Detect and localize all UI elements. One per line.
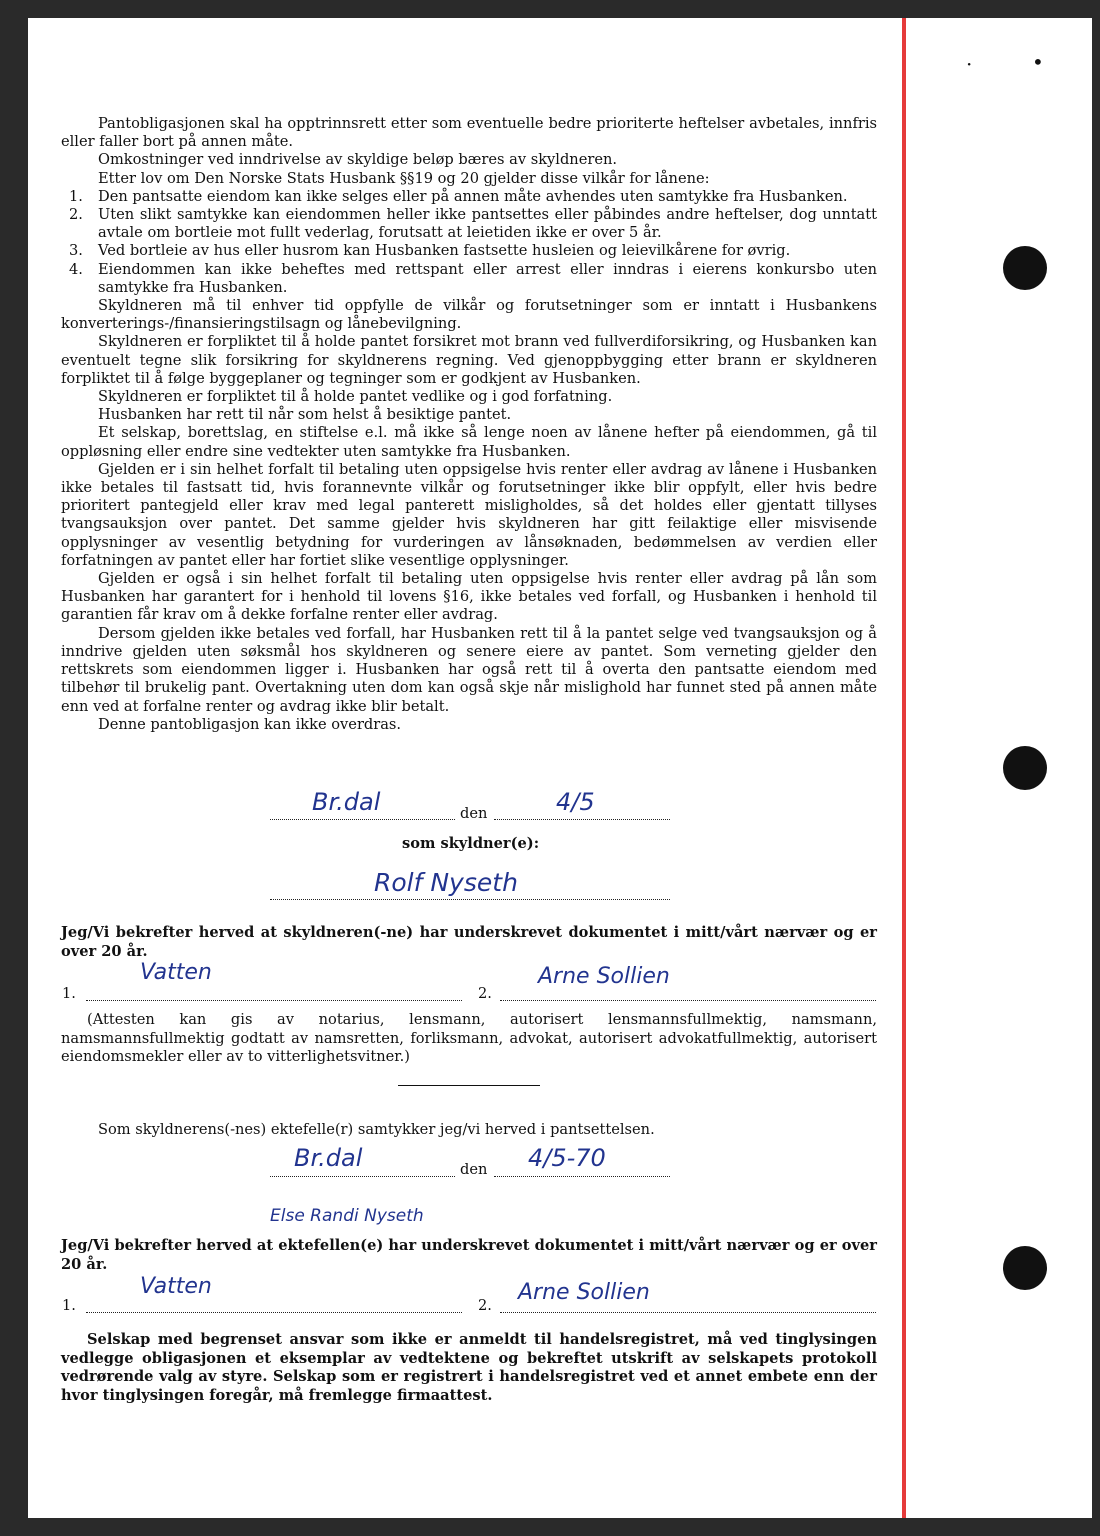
paragraph: Gjelden er også i sin helhet forfalt til betaling uten oppsigelse hvis renter eller avdrag på lån som Husbanken har garantert for i henhold til lovens §16, ikke betales ved forfall, og Husbanken i henhold til garantien får krav om å dekke forfalne renter eller avdrag.: [61, 570, 877, 624]
condition-item: 4. Eiendommen kan ikke beheftes med rettspant eller arrest eller inndras i eierens konkursbo uten samtykke fra Husbanken.: [69, 260, 877, 296]
condition-item: 3. Ved bortleie av hus eller husrom kan Husbanken fastsette husleien og leievilkårene for øvrig.: [69, 242, 791, 260]
punch-hole: [1003, 246, 1047, 290]
paragraph: Gjelden er i sin helhet forfalt til betaling uten oppsigelse hvis renter eller avdrag av lånene i Husbanken ikke betales til fastsatt tid, hvis forannevnte vilkår og forutsetninger ikke blir oppfylt, eller hvis bedre prioritert pantegjeld eller krav med legal panterett misligholdes, så det holdes eller gjentatt tillyses tvangsauksjon over pantet. Det samme gjelder hvis skyldneren har gitt feilaktige eller misvisende opplysninger av vesentlig betydning for vurderingen av lånsøknaden, bedømmelsen av verdien eller forfatningen av pantet eller har fortiet slike vesentlige opplysninger.: [61, 460, 877, 569]
separator-rule: [398, 1085, 540, 1086]
witness-statement: Jeg/Vi bekrefter herved at skyldneren(-ne) har underskrevet dokumentet i mitt/vårt nærvær og er over 20 år.: [61, 924, 877, 960]
witness-signature: Arne Sollien: [538, 964, 670, 989]
condition-item: 2. Uten slikt samtykke kan eiendommen heller ikke pantsettes eller påbindes andre heftelser, dog unntatt avtale om bortleie mot fullt vederlag, forutsatt at leietiden ikke er over 5 år.: [69, 206, 877, 242]
paragraph: Skyldneren er forpliktet til å holde pantet forsikret mot brann ved fullverdiforsikring, og Husbanken kan eventuelt tegne slik forsikring for skyldnerens regning. Ved gjenoppbygging etter brann er skyldneren forpliktet til å følge byggeplaner og tegninger som er godkjent av Husbanken.: [61, 333, 877, 387]
date-line: [494, 1176, 670, 1177]
witness-signature-line: [86, 1312, 462, 1313]
paragraph: Skyldneren må til enhver tid oppfylle de vilkår og forutsetninger som er inntatt i Husbankens konverterings-/finansieringstilsagn og lånebevilgning.: [61, 297, 877, 333]
debtor-signature-line: [270, 899, 670, 900]
paragraph: Denne pantobligasjon kan ikke overdras.: [98, 715, 402, 733]
paragraph: Skyldneren er forpliktet til å holde pantet vedlike og i god forfatning.: [98, 388, 613, 406]
den-label: den: [460, 805, 488, 822]
attest-note: (Attesten kan gis av notarius, lensmann, autorisert lensmannsfullmektig, namsmann, namsmannsfullmektig godtatt av namsretten, forliksmann, advokat, autorisert advokatfullmektig, autorisert eiendomsmekler eller av to vitterlighetsvitner.): [61, 1011, 877, 1065]
place-handwritten: Br.dal: [312, 788, 381, 816]
condition-item: 1. Den pantsatte eiendom kan ikke selges eller på annen måte avhendes uten samtykke fra Husbanken.: [69, 187, 848, 205]
paragraph: Pantobligasjonen skal ha opptrinnsrett etter som eventuelle bedre prioriterte heftelser avbetales, innfris eller faller bort på annen måte.: [61, 115, 877, 151]
date-line: [494, 819, 670, 820]
terms-text: [61, 115, 877, 734]
den-label: den: [460, 1161, 488, 1178]
witness-signature: Arne Sollien: [518, 1280, 650, 1305]
witness-signature-line: [86, 1000, 462, 1001]
paragraph: Dersom gjelden ikke betales ved forfall, har Husbanken rett til å la pantet selge ved tvangsauksjon og å inndrive gjelden uten søksmål hos skyldneren og senere eiere av pantet. Som verneting gjelder den rettskrets som eiendommen ligger i. Husbanken har også rett til å overta den pantsatte eiendom med tilbehør til brukelig pant. Overtakning uten dom kan også skje når mislighold har funnet sted på annen måte enn ved at forfalne renter og avdrag ikke blir betalt.: [61, 624, 877, 715]
punch-hole: [1003, 746, 1047, 790]
witness-statement: Jeg/Vi bekrefter herved at ektefellen(e) har underskrevet dokumentet i mitt/vårt nærvær og er over 20 år.: [61, 1237, 877, 1273]
witness-label: 1.: [62, 1297, 76, 1314]
place-handwritten: Br.dal: [294, 1144, 363, 1172]
debtor-signature: Rolf Nyseth: [374, 868, 518, 897]
document-page: [28, 18, 1092, 1518]
paragraph: Omkostninger ved inndrivelse av skyldige beløp bæres av skyldneren.: [98, 151, 617, 169]
place-line: [270, 1176, 455, 1177]
date-handwritten: 4/5-70: [528, 1144, 606, 1172]
paragraph: Etter lov om Den Norske Stats Husbank §§19 og 20 gjelder disse vilkår for lånene:: [98, 169, 710, 187]
witness-signature-line: [500, 1000, 876, 1001]
red-margin-line: [902, 18, 906, 1518]
place-line: [270, 819, 455, 820]
spouse-signature: Else Randi Nyseth: [270, 1206, 424, 1226]
witness-label: 1.: [62, 985, 76, 1002]
corner-mark: •: [1032, 50, 1044, 74]
closing-note: Selskap med begrenset ansvar som ikke er anmeldt til handelsregistret, må ved tinglysingen vedlegge obligasjonen et eksemplar av vedtektene og bekreftet utskrift av selskapets protokoll vedrørende valg av styre. Selskap som er registrert i handelsregistret ved et annet embete enn der hvor tinglysingen foregår, må fremlegge firmaattest.: [61, 1331, 877, 1404]
punch-hole: [1003, 1246, 1047, 1290]
witness-signature: Vatten: [140, 1274, 212, 1299]
witness-signature: Vatten: [140, 960, 212, 985]
paragraph: Et selskap, borettslag, en stiftelse e.l. må ikke så lenge noen av lånene hefter på eiendommen, gå til oppløsning eller endre sine vedtekter uten samtykke fra Husbanken.: [61, 424, 877, 460]
debtor-caption: som skyldner(e):: [402, 835, 540, 852]
spouse-consent: Som skyldnerens(-nes) ektefelle(r) samtykker jeg/vi herved i pantsettelsen.: [98, 1121, 655, 1138]
corner-mark: ·: [966, 52, 973, 76]
paragraph: Husbanken har rett til når som helst å besiktige pantet.: [98, 406, 512, 424]
date-handwritten: 4/5: [556, 788, 595, 816]
witness-label: 2.: [478, 985, 492, 1002]
witness-label: 2.: [478, 1297, 492, 1314]
witness-signature-line: [500, 1312, 876, 1313]
